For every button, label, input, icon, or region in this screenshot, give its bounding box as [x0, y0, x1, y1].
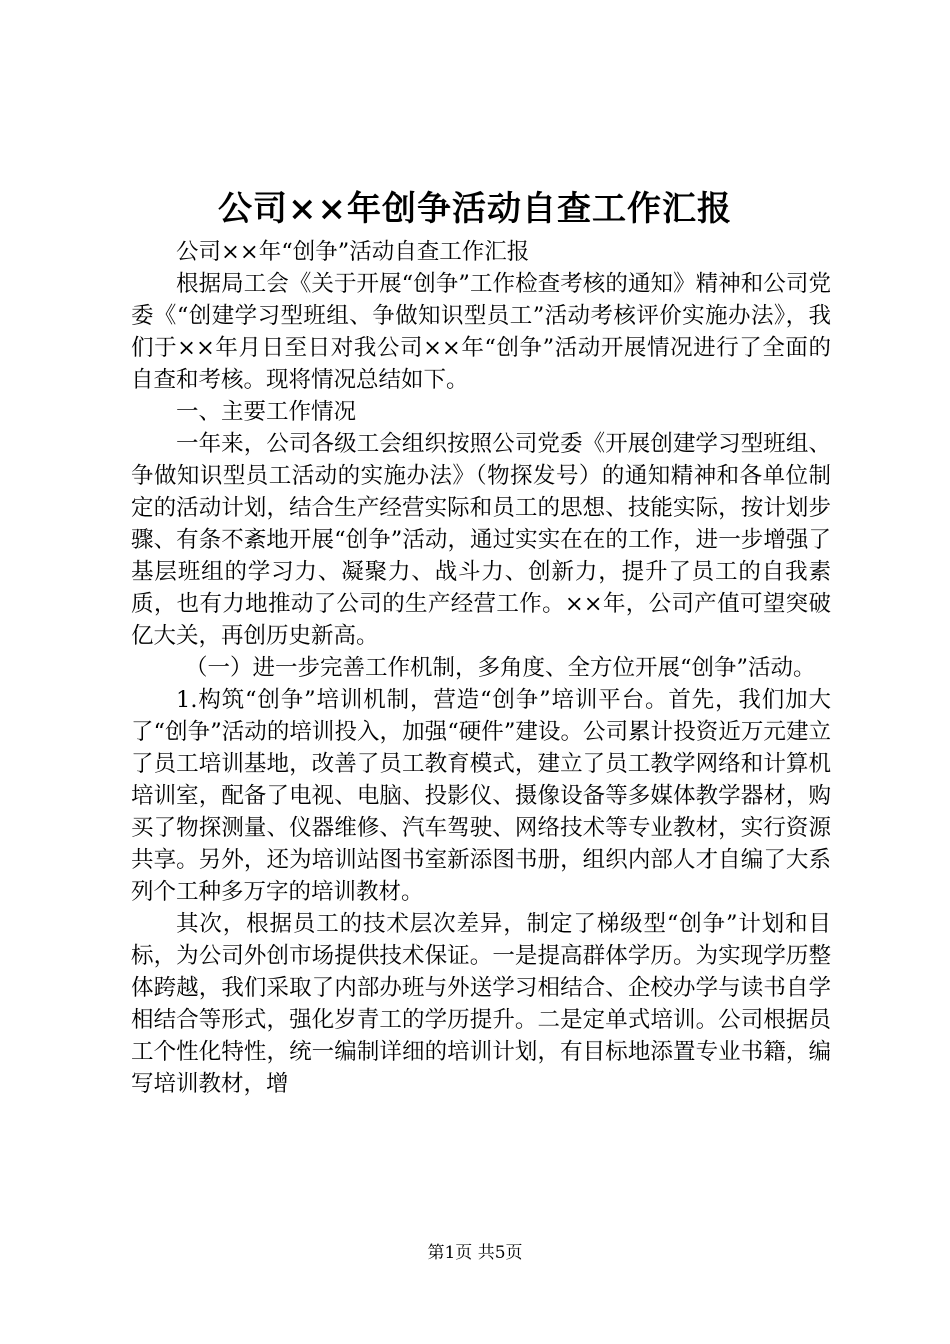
body-paragraph: 一年来，公司各级工会组织按照公司党委《开展创建学习型班组、争做知识型员工活动的实施办法》（物探发号）的通知精神和各单位制定的活动计划，结合生产经营实际和员工的思想、技能实际，按计划步骤、有条不紊地开展“创争”活动，通过实实在在的工作，进一步增强了基层班组的学习力、凝聚力、战斗力、创新力，提升了员工的自我素质，也有力地推动了公司的生产经营工作。××年，公司产值可望突破亿大关，再创历史新高。 [131, 431, 831, 649]
body-paragraph: 其次，根据员工的技术层次差异，制定了梯级型“创争”计划和目标，为公司外创市场提供技术保证。一是提高群体学历。为实现学历整体跨越，我们采取了内部办班与外送学习相结合、企校办学与读书自学相结合等形式，强化岁青工的学历提升。二是定单式培训。公司根据员工个性化特性，统一编制详细的培训计划，有目标地添置专业书籍，编写培训教材，增 [131, 911, 831, 1097]
subtitle-paragraph: 公司××年“创争”活动自查工作汇报 [176, 239, 530, 265]
intro-paragraph: 根据局工会《关于开展“创争”工作检查考核的通知》精神和公司党委《“创建学习型班组、争做知识型员工”活动考核评价实施办法》，我们于××年月日至日对我公司××年“创争”活动开展情况进行了全面的自查和考核。现将情况总结如下。 [131, 271, 831, 393]
body-paragraph: 1.构筑“创争”培训机制，营造“创争”培训平台。首先，我们加大了“创争”活动的培训投入，加强“硬件”建设。公司累计投资近万元建立了员工培训基地，改善了员工教育模式，建立了员工教学网络和计算机培训室，配备了电视、电脑、投影仪、摄像设备等多媒体教学器材，购买了物探测量、仪器维修、汽车驾驶、网络技术等专业教材，实行资源共享。另外，还为培训站图书室新添图书册，组织内部人才自编了大系列个工种多万字的培训教材。 [131, 687, 831, 905]
page-number-footer: 第1页 共5页 [427, 1243, 523, 1263]
document-body [131, 236, 831, 1100]
document-title: 公司××年创争活动自查工作汇报 [218, 189, 732, 229]
section-heading: 一、主要工作情况 [176, 399, 357, 425]
subsection-heading: （一）进一步完善工作机制，多角度、全方位开展“创争”活动。 [185, 655, 816, 681]
